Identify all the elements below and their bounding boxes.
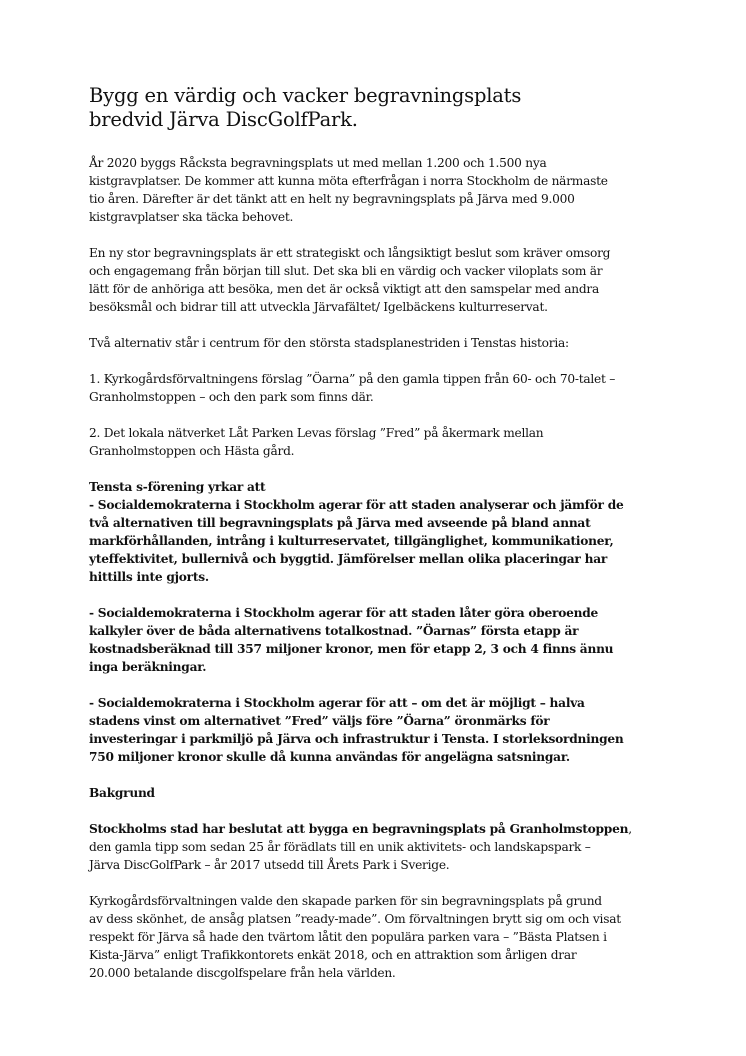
text-line: kistgravplatser. De kommer att kunna möta efterfrågan i norra Stockholm de närmaste (89, 174, 608, 188)
text-line: kostnadsberäknad till 357 miljoner kronor, men för etapp 2, 3 och 4 finns ännu (89, 642, 614, 656)
paragraph-two-alternatives (89, 334, 669, 352)
text-line: Granholmstoppen och Hästa gård. (89, 444, 295, 458)
text-line: respekt för Järva så hade den tvärtom låtit den populära parken vara – ”Bästa Platsen i (89, 930, 607, 944)
text-line: 1. Kyrkogårdsförvaltningens förslag ”Öarna” på den gamla tippen från 60- och 70-talet – (89, 372, 616, 386)
paragraph-motion-3 (89, 694, 669, 766)
text-line: besöksmål och bidrar till att utveckla Järvafältet/ Igelbäckens kulturreservat. (89, 300, 548, 314)
text-line: 2. Det lokala nätverket Låt Parken Levas förslag ”Fred” på åkermark mellan (89, 426, 544, 440)
text-line: Järva DiscGolfPark – år 2017 utsedd till Årets Park i Sverige. (89, 858, 450, 872)
text-line: Två alternativ står i centrum för den största stadsplanestriden i Tenstas historia: (89, 336, 569, 350)
document-title (89, 84, 669, 132)
title-line-2: bredvid Järva DiscGolfPark. (89, 108, 358, 131)
text-line: två alternativen till begravningsplats på Järva med avseende på bland annat (89, 516, 591, 530)
document-page (89, 84, 669, 1000)
lead-punctuation: , (628, 822, 632, 836)
text-line: 20.000 betalande discgolfspelare från hela världen. (89, 966, 396, 980)
text-line: Granholmstoppen – och den park som finns där. (89, 390, 374, 404)
text-line: lätt för de anhöriga att besöka, men det är också viktigt att den samspelar med andra (89, 282, 599, 296)
paragraph-city-decision (89, 820, 669, 874)
text-line: yteffektivitet, bullernivå och byggtid. Jämförelser mellan olika placeringar har (89, 552, 608, 566)
paragraph-rackst-expansion (89, 154, 669, 226)
paragraph-alternative-1 (89, 370, 669, 406)
text-line: kalkyler över de båda alternativens totalkostnad. ”Öarnas” första etapp är (89, 624, 579, 638)
motion-heading: Tensta s-förening yrkar att (89, 480, 266, 494)
text-line: kistgravplatser ska täcka behovet. (89, 210, 294, 224)
text-line: - Socialdemokraterna i Stockholm agerar för att – om det är möjligt – halva (89, 696, 585, 710)
title-line-1: Bygg en värdig och vacker begravningsplats (89, 84, 522, 107)
text-line: Kista-Järva” enligt Trafikkontorets enkät 2018, och en attraktion som årligen drar (89, 948, 577, 962)
text-line: År 2020 byggs Råcksta begravningsplats ut med mellan 1.200 och 1.500 nya (89, 156, 547, 170)
text-line: stadens vinst om alternativet ”Fred” väljs före ”Öarna” öronmärks för (89, 714, 550, 728)
paragraph-park-choice (89, 892, 669, 982)
paragraph-alternative-2 (89, 424, 669, 460)
text-line: markförhållanden, intrång i kulturreservatet, tillgänglighet, kommunikationer, (89, 534, 614, 548)
text-line: hittills inte gjorts. (89, 570, 209, 584)
heading-text: Bakgrund (89, 786, 155, 800)
paragraph-motion-2 (89, 604, 669, 676)
text-line: tio åren. Därefter är det tänkt att en helt ny begravningsplats på Järva med 9.000 (89, 192, 575, 206)
text-line: - Socialdemokraterna i Stockholm agerar för att staden låter göra oberoende (89, 606, 598, 620)
text-line: av dess skönhet, de ansåg platsen ”ready-made”. Om förvaltningen brytt sig om och visat (89, 912, 621, 926)
text-line: - Socialdemokraterna i Stockholm agerar för att staden analyserar och jämför de (89, 498, 624, 512)
paragraph-strategic-decision (89, 244, 669, 316)
text-line (89, 820, 669, 838)
text-line: Kyrkogårdsförvaltningen valde den skapade parken för sin begravningsplats på grund (89, 894, 602, 908)
bold-lead: Stockholms stad har beslutat att bygga en begravningsplats på Granholmstoppen (89, 822, 629, 836)
text-line: inga beräkningar. (89, 660, 207, 674)
text-line: investeringar i parkmiljö på Järva och infrastruktur i Tensta. I storleksordningen (89, 732, 624, 746)
section-heading-background (89, 784, 669, 802)
paragraph-motion-1 (89, 478, 669, 586)
text-line: 750 miljoner kronor skulle då kunna användas för angelägna satsningar. (89, 750, 570, 764)
text-line: En ny stor begravningsplats är ett strategiskt och långsiktigt beslut som kräver omsorg (89, 246, 611, 260)
text-line: och engagemang från början till slut. Det ska bli en värdig och vacker viloplats som är (89, 264, 603, 278)
text-line: den gamla tipp som sedan 25 år förädlats till en unik aktivitets- och landskapspark – (89, 840, 591, 854)
